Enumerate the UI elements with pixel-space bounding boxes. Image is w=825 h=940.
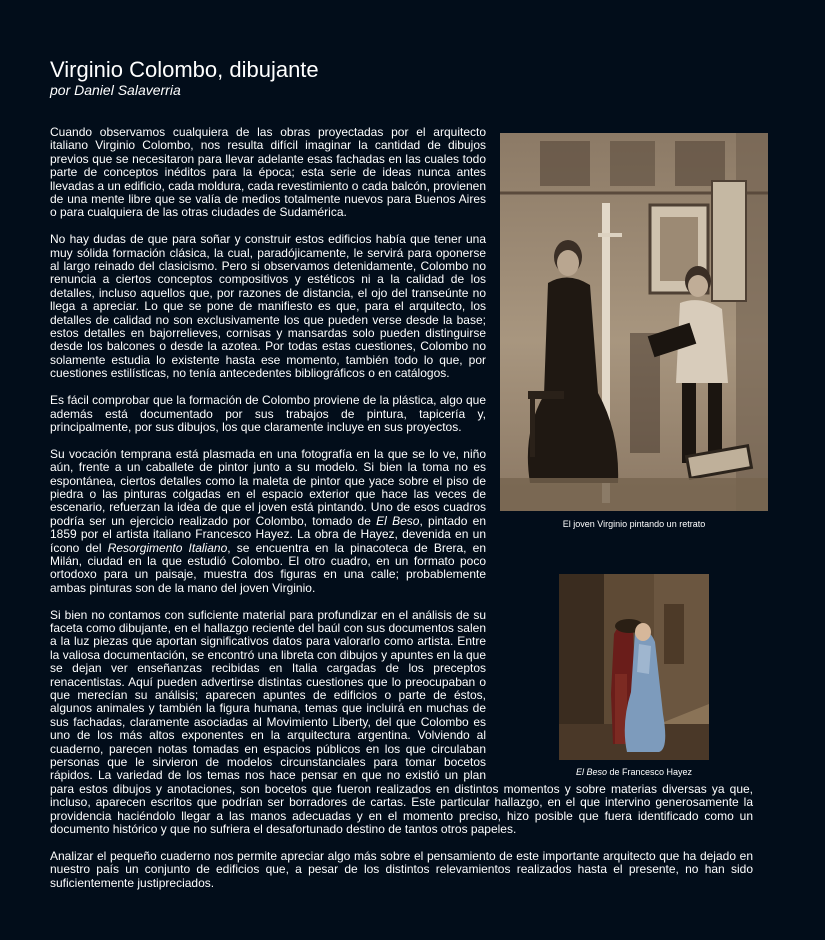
el-beso-caption-title: El Beso — [575, 767, 607, 777]
article-title: Virginio Colombo, dibujante — [50, 57, 319, 82]
paragraph-4-el-beso: El Beso — [376, 513, 420, 528]
paragraph-6: Analizar el pequeño cuaderno nos permite apreciar algo más sobre el pensamiento de este importante arquitecto que ha dejado en nuestro país un conjunto de edificios que, a pesar de los distintos relevamientos realizados hasta el presente, no han sido suficientemente justipreciados. — [50, 848, 753, 890]
paragraph-4-part-c: , se encuentra en la pinacoteca de Brera, en Milán, ciudad en la que estudió Colombo. El otro cuadro, en un formato poco ortodoxo para un paisaje, muestra dos figuras en una calle; probablemente ambas pinturas son de la mano del joven Virginio. — [50, 540, 486, 595]
paragraph-1: Cuando observamos cualquiera de las obras proyectadas por el arquitecto italiano Virginio Colombo, nos resulta difícil imaginar la cantidad de dibujos previos que se necesitaron para llevar adelante esas fachadas en las cuales todo parte de conceptos inéditos para la época; esta serie de ideas nunca antes llevadas a un edificio, cada moldura, cada revestimiento o cada balcón, provienen de una mente libre que se valía de medios totalmente nuevos para Buenos Aires o para cualquiera de las otras ciudades de Sudamérica. — [50, 125, 486, 220]
el-beso-caption-rest: de Francesco Hayez — [606, 767, 693, 777]
el-beso-painting — [559, 574, 709, 760]
figure-young-painter — [500, 133, 768, 530]
article-byline: por Daniel Salaverria — [50, 82, 181, 98]
paragraph-5: Si bien no contamos con suficiente material para profundizar en el análisis de su faceta como dibujante, en el hallazgo reciente del baúl con sus documentos salen a la luz piezas que aportan significativos datos para valorarlo como artista. Entre la valiosa documentación, se encontró una libreta con dibujos y apuntes en la que se dejan ver enseñanzas recibidas en Italia cargadas de los preceptos renacentistas. Aquí pueden advertirse distintas cuestiones que lo preocupaban o que merecían su análisis; aparecen apuntes de edificios o parte de éstos, algunos animales y también la figura humana, temas que incluirá en muchas de sus fachadas, claramente asociadas al Movimiento Liberty, del que Colombo es uno de los más altos exponentes en la arquitectura argentina. Volviendo al cuaderno, parecen notas tomadas en espacios públicos en los que circulaban personas que le sirvieron de modelos circunstanciales para tomar bocetos rápidos. La variedad de los temas nos hace pensar en que no existió un plan para estos dibujos y anotaciones, son bocetos que fueron realizados en distintos momentos y sobre materias diversas ya que, incluso, aparecen escritos que podrían ser borradores de cartas. Este particular hallazgo, en el que intervino generosamente la providencia haciéndolo llegar a las manos adecuadas y en el momento preciso, hizo posible que fuera identificado como un documento histórico y que no sufriera el desafortunado destino de tantos otros papeles. — [50, 607, 753, 837]
paragraph-4-part-b: , pintado en 1859 por el artista italiano Francesco Hayez. La obra de Hayez, devenida en un ícono del — [50, 513, 487, 555]
paragraph-3: Es fácil comprobar que la formación de Colombo proviene de la plástica, algo que además está documentado por sus trabajos de pintura, tapicería y, principalmente, por sus dibujos, los que claramente incluye en sus proyectos. — [50, 393, 486, 434]
young-painter-photo — [500, 133, 768, 511]
figure-el-beso — [500, 574, 768, 778]
article-body — [50, 126, 753, 903]
paragraph-4-part-a: Su vocación temprana está plasmada en una fotografía en la que se lo ve, niño aún, frente a un caballete de pintor junto a su modelo. Si bien la toma no es espontánea, ciertos detalles como la maleta de pintor que yace sobre el piso de piedra o las pinturas colgadas en el espacio exterior que hace las veces de escenario, refuerzan la idea de que el joven está pintando. Uno de esos cuadros podría ser un ejercicio realizado por Colombo, tomado de — [50, 446, 486, 528]
young-painter-caption: El joven Virginio pintando un retrato — [562, 519, 706, 529]
paragraph-4-resorgimento: Resorgimento Italiano — [107, 540, 228, 555]
paragraph-2: No hay dudas de que para soñar y construir estos edificios había que tener una muy sólida formación clásica, la cual, paradójicamente, le servirá para oponerse al largo reinado del clasicismo. Pero si observamos detenidamente, Colombo no renuncia a ciertos conceptos compositivos y estéticos ni a la calidad de los detalles, incluso aquellos que, por razones de distancia, el ojo del transeúnte no llega a apreciar. Lo que se pone de manifiesto es que, para el arquitecto, los detalles de calidad no son exclusivamente los que pueden verse desde la base; estos detalles en bajorrelieves, cornisas y mansardas solo pueden distinguirse desde los balcones o desde la azotea. Por todas estas cuestiones, Colombo no solamente estudia lo existente hasta ese momento, también todo lo que, por cuestiones estilísticas, no tenía antecedentes bibliográficos o en catálogos. — [50, 232, 486, 381]
el-beso-caption — [500, 767, 768, 778]
